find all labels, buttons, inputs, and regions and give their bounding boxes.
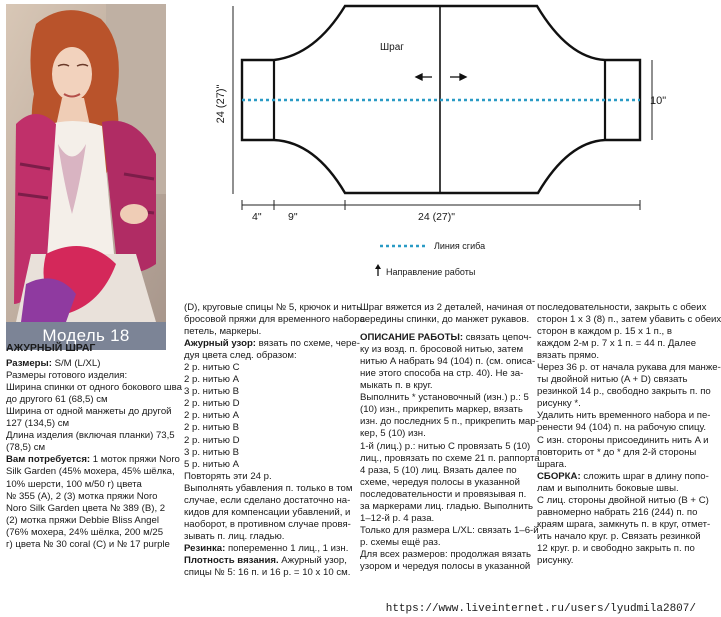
- text-line: [360, 561, 534, 573]
- text-line: [184, 435, 356, 447]
- line-text: Через 36 р. от начала рукава для манже-: [537, 362, 721, 374]
- text-line: [360, 477, 534, 489]
- line-text: рисунку.: [537, 554, 574, 566]
- line-text: повторить от * до * для 2-й стороны: [537, 446, 697, 458]
- text-line: [184, 362, 356, 374]
- text-line: [360, 392, 534, 404]
- text-line: [537, 543, 697, 555]
- text-line: [6, 515, 178, 527]
- text-line: [537, 470, 709, 483]
- shaping-width-label: 9": [288, 211, 298, 223]
- line-text: за маркерами лиц. гладью. Выполнить: [360, 500, 533, 512]
- text-line: [537, 362, 721, 374]
- text-line: [6, 527, 178, 539]
- line-text: узором и чередуя полосы в указанной: [360, 560, 531, 572]
- text-line: [184, 326, 356, 338]
- line-text: Ажурный узор,: [278, 554, 347, 566]
- text-line: [184, 314, 365, 326]
- line-text: кидов для компенсации убавлений, и: [184, 506, 351, 518]
- text-line: [360, 524, 539, 537]
- text-line: [537, 555, 697, 567]
- text-line: [537, 459, 697, 471]
- line-text: 12 круг. р. и свободно закрыть п. по: [537, 542, 695, 554]
- line-text: Размеры готового изделия:: [6, 370, 128, 382]
- line-text: 5 р. нитью A: [184, 458, 239, 470]
- line-text: Только для размера L/XL: связать 1–6-й: [360, 524, 539, 536]
- height-label: 24 (27)": [215, 84, 227, 124]
- text-line: [184, 338, 360, 350]
- text-line: [537, 314, 721, 326]
- bold-heading: Ажурный узор:: [184, 338, 257, 350]
- text-line: [6, 466, 178, 478]
- text-line: [360, 302, 534, 314]
- legend-direction-label: Направление работы: [386, 267, 476, 277]
- line-text: 2 р. нитью D: [184, 434, 240, 446]
- text-line: [537, 350, 697, 362]
- column-4: [537, 302, 721, 567]
- line-text: наоборот, в противном случае провя-: [184, 518, 351, 530]
- text-line: [184, 495, 356, 507]
- line-text: S/M (L/XL): [51, 358, 101, 370]
- line-text: ние этого способа на стр. 40). Не за-: [360, 368, 524, 380]
- column-2: [184, 302, 365, 579]
- text-line: [6, 394, 178, 406]
- text-line: [184, 519, 356, 531]
- line-text: сложить шраг в длину попо-: [580, 470, 709, 482]
- part-label: Шраг: [380, 42, 404, 53]
- line-text: 2 р. нитью A: [184, 374, 239, 386]
- text-line: [537, 326, 697, 338]
- text-line: [360, 416, 539, 428]
- line-text: 3 р. нитью B: [184, 446, 239, 458]
- line-text: Повторять эти 24 р.: [184, 470, 272, 482]
- text-line: [184, 302, 362, 314]
- text-line: [6, 442, 178, 454]
- bold-heading: Плотность вязания.: [184, 554, 279, 566]
- text-line: [360, 428, 534, 440]
- line-text: 4 раза, 5 (10) лиц. Вязать далее по: [360, 464, 517, 476]
- line-text: (78,5) см: [6, 442, 46, 454]
- line-text: Выполнить * установочный (изн.) р.: 5: [360, 392, 529, 404]
- line-text: Длина изделия (включая планки) 73,5: [6, 430, 175, 442]
- line-text: кер, 5 (10) изн.: [360, 428, 426, 440]
- bold-heading: Вам потребуется:: [6, 454, 91, 466]
- text-line: [6, 539, 178, 551]
- line-text: зывать п. лиц. гладью.: [184, 530, 285, 542]
- text-line: [360, 368, 534, 380]
- source-url: https://www.liveinternet.ru/users/lyudmila2807/: [385, 603, 696, 615]
- line-text: Для всех размеров: продолжая вязать: [360, 548, 532, 560]
- text-line: [360, 452, 540, 465]
- text-line: [6, 454, 178, 466]
- line-text: Ширина спинки от одного бокового шва: [6, 382, 182, 394]
- line-text: С изн. стороны присоединить нить A и: [537, 434, 709, 446]
- cuff-label: 10": [650, 95, 667, 107]
- line-text: ить начало круг. р. Связать резинкой: [537, 530, 701, 542]
- text-line: [360, 356, 534, 368]
- text-line: [360, 489, 534, 501]
- text-line: [184, 386, 356, 398]
- column-3: [360, 302, 540, 573]
- line-text: равномерно набрать 216 (244) п. по: [537, 506, 698, 518]
- line-text: г) цвета № 30 coral (C) и № 17 purple: [6, 538, 170, 550]
- text-line: [537, 386, 711, 398]
- line-text: (D), круговые спицы № 5, крючок и нить: [184, 302, 362, 313]
- text-line: [6, 418, 178, 430]
- text-line: [184, 507, 356, 519]
- line-text: рисунку *.: [537, 398, 581, 410]
- article-title: АЖУРНЫЙ ШРАГ: [6, 342, 96, 354]
- text-line: [184, 374, 356, 386]
- bold-heading: Резинка:: [184, 542, 226, 554]
- cuff-width-label: 4": [252, 211, 262, 223]
- text-line: [360, 465, 534, 477]
- line-text: Удалить нить временного набора и пе-: [537, 410, 711, 422]
- text-line: [184, 350, 356, 362]
- text-line: [537, 447, 697, 459]
- text-line: [6, 503, 178, 515]
- line-text: (10) изн., прикрепить маркер, вязать: [360, 404, 523, 416]
- text-line: [184, 459, 356, 471]
- line-text: Noro Silk Garden цвета № 389 (B), 2: [6, 502, 166, 514]
- text-line: [184, 422, 356, 434]
- line-text: нитью A набрать 94 (104) п. (см. описа-: [360, 356, 536, 368]
- line-text: 1 моток пряжи Noro: [90, 454, 180, 466]
- legend-fold-label: Линия сгиба: [434, 241, 486, 251]
- text-line: [184, 447, 356, 459]
- text-line: [184, 483, 356, 495]
- text-line: [6, 370, 178, 382]
- line-text: сторон в каждом р. 15 х 1 п., в: [537, 326, 672, 338]
- text-line: [537, 494, 709, 507]
- column-1: [6, 342, 182, 551]
- text-line: [184, 543, 356, 555]
- text-line: [184, 555, 356, 567]
- text-line: [360, 404, 534, 416]
- line-text: 1–12-й р. 4 раза.: [360, 512, 435, 524]
- line-text: последовательности и провязывая п.: [360, 488, 527, 500]
- line-text: Шраг вяжется из 2 деталей, начиная от: [360, 302, 536, 313]
- text-line: [6, 358, 178, 370]
- body-width-label: 24 (27)": [418, 211, 455, 223]
- line-text: дуя цвета след. образом:: [184, 350, 297, 362]
- schematic-diagram: [215, 0, 700, 290]
- text-line: [6, 430, 178, 442]
- text-line: [360, 314, 534, 326]
- text-line: [6, 406, 178, 418]
- text-line: [537, 422, 707, 434]
- text-line: [360, 537, 534, 549]
- text-line: [537, 530, 701, 543]
- text-line: [184, 567, 356, 579]
- line-text: 10% шерсти, 100 м/50 г) цвета: [6, 478, 142, 490]
- line-text: случае, если сделано достаточно на-: [184, 494, 351, 506]
- text-line: [6, 479, 178, 491]
- line-text: вязать по схеме, чере-: [256, 338, 360, 350]
- text-line: [360, 332, 534, 344]
- line-text: схеме, чередуя полосы в указанной: [360, 476, 520, 488]
- text-line: [537, 398, 697, 410]
- text-line: [360, 344, 534, 356]
- line-text: 2 р. нитью B: [184, 422, 239, 434]
- text-line: [184, 410, 356, 422]
- line-text: бросовой пряжи для временного набора: [184, 314, 365, 326]
- text-line: [537, 507, 697, 519]
- line-text: (2) мотка пряжи Debbie Bliss Angel: [6, 514, 159, 526]
- model-photo: [6, 4, 166, 322]
- text-line: [360, 501, 534, 513]
- line-text: спицы № 5: 16 п. и 16 р. = 10 х 10 см.: [184, 567, 351, 579]
- line-text: ренести 94 (104) п. на рабочую спицу.: [537, 422, 707, 434]
- line-text: 3 р. нитью B: [184, 386, 239, 398]
- text-line: [360, 513, 534, 525]
- text-line: [360, 441, 534, 453]
- line-text: Выполнять убавления п. только в том: [184, 482, 353, 494]
- text-line: [6, 382, 182, 394]
- text-line: [537, 410, 711, 422]
- text-line: [184, 398, 356, 410]
- text-line: [184, 471, 356, 483]
- line-text: попеременно 1 лиц., 1 изн.: [225, 542, 349, 554]
- line-text: шрага.: [537, 458, 567, 470]
- line-text: сторон 1 х 3 (8) п., затем убавить с обеих: [537, 314, 721, 326]
- text-line: [360, 549, 534, 561]
- line-text: вязать прямо.: [537, 350, 599, 362]
- line-text: ку из возд. п. бросовой нитью, затем: [360, 344, 524, 356]
- text-line: [6, 491, 178, 503]
- text-line: [537, 483, 697, 495]
- line-text: изн. до последних 5 п., прикрепить мар-: [360, 416, 539, 428]
- model-photo-illustration: [6, 4, 166, 322]
- line-text: ты двойной нитью (A + D) связать: [537, 374, 688, 386]
- line-text: Silk Garden (45% мохера, 45% шёлка,: [6, 466, 175, 478]
- bold-heading: ОПИСАНИЕ РАБОТЫ:: [360, 332, 464, 344]
- line-text: середины спинки, до манжет рукавов.: [360, 314, 530, 326]
- text-line: [537, 434, 709, 447]
- text-line: [184, 531, 356, 543]
- line-text: резинкой 14 р., свободно закрыть п. по: [537, 386, 711, 398]
- line-text: р. схемы ещё раз.: [360, 536, 441, 548]
- line-text: петель, маркеры.: [184, 326, 262, 338]
- text-line: [537, 374, 697, 386]
- line-text: № 355 (A), 2 (3) мотка пряжи Noro: [6, 490, 158, 502]
- text-line: [537, 302, 707, 314]
- line-text: (76% мохера, 24% шёлка, 200 м/25: [6, 526, 164, 538]
- bold-heading: Размеры:: [6, 358, 52, 370]
- direction-arrows: [416, 74, 466, 80]
- line-text: Ширина от одной манжеты до другой: [6, 406, 172, 418]
- line-text: С лиц. стороны двойной нитью (B + C): [537, 494, 709, 506]
- legend-arrow-icon: [375, 264, 381, 276]
- line-text: 2 р. нитью D: [184, 398, 240, 410]
- line-text: связать цепоч-: [463, 332, 532, 344]
- line-text: 127 (134,5) см: [6, 418, 70, 430]
- line-text: до другого 61 (68,5) см: [6, 394, 108, 406]
- line-text: каждом 2-м р. 7 х 1 п. = 44 п. Далее: [537, 338, 697, 350]
- line-text: последовательности, закрыть с обеих: [537, 302, 707, 313]
- line-text: 2 р. нитью A: [184, 410, 239, 422]
- line-text: краям шрага, замкнуть п. в круг, отмет-: [537, 518, 711, 530]
- text-line: [537, 518, 711, 531]
- text-line: [360, 380, 534, 392]
- line-text: 2 р. нитью C: [184, 362, 240, 374]
- line-text: лиц., провязать по схеме 21 п. раппорта: [360, 452, 540, 464]
- bold-heading: СБОРКА:: [537, 470, 581, 482]
- line-text: мыкать п. в круг.: [360, 380, 433, 392]
- line-text: 1-й (лиц.) р.: нитью C провязать 5 (10): [360, 440, 531, 452]
- line-text: лам и выполнить боковые швы.: [537, 482, 679, 494]
- text-line: [537, 338, 697, 350]
- model-caption: Модель 18: [6, 322, 166, 350]
